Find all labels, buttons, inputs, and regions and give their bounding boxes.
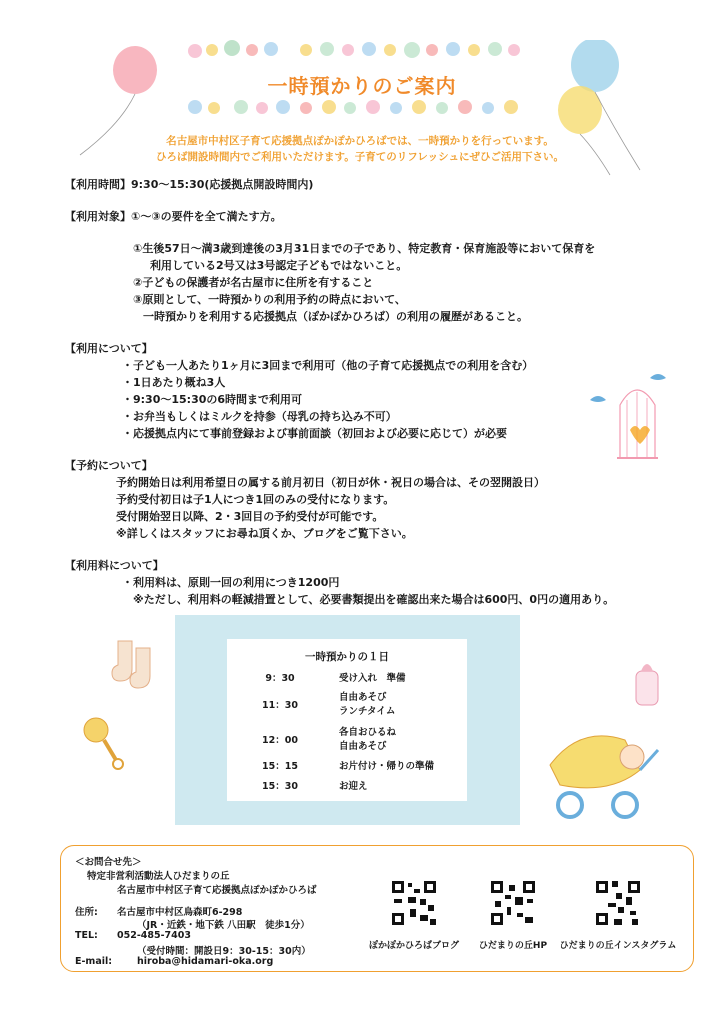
contact-facility: 名古屋市中村区子育て応援拠点ぽかぽかひろば	[117, 885, 317, 896]
page-title: 一時預かりのご案内	[267, 74, 457, 98]
qr-label-hp: ひだまりの丘HP	[478, 941, 548, 951]
schedule-time: 15：15	[262, 761, 298, 772]
contact-heading: ＜お問合せ先＞	[75, 857, 142, 868]
reservation-item: 予約受付初日は子1人につき1回のみの受付になります。	[116, 493, 395, 506]
reservation-item: ※詳しくはスタッフにお尋ね頂くか、ブログをご覧下さい。	[116, 527, 413, 540]
schedule-activity: 自由あそび	[339, 692, 387, 703]
address-label: 住所:	[75, 907, 98, 918]
target-item-1a: ①生後57日～満3歳到達後の3月31日までの子であり、特定教育・保育施設等において保育を	[133, 242, 596, 255]
reservation-item: 予約開始日は利用希望日の属する前月初日（初日が休・祝日の場合は、その翌開設日）	[116, 476, 545, 489]
schedule-activity: 受け入れ 準備	[339, 673, 406, 684]
intro-text	[60, 133, 660, 165]
fee-line-2: ※ただし、利用料の軽減措置として、必要書類提出を確認出来た場合は600円、0円の適用あり。	[133, 593, 615, 606]
reservation-item: 受付開始翌日以降、2・3回目の予約受付が可能です。	[116, 510, 384, 523]
schedule-time: 15：30	[262, 781, 298, 792]
qr-code-hp-icon[interactable]	[489, 879, 537, 927]
schedule-activity: 各自おひるね	[339, 727, 397, 738]
schedule-time: 11：30	[262, 700, 298, 711]
target-heading: 【利用対象】①～③の要件を全て満たす方。	[65, 210, 282, 223]
schedule-time: 9：30	[265, 673, 295, 684]
baby-socks-icon	[108, 636, 158, 696]
schedule-activity: 自由あそび	[339, 741, 387, 752]
intro-line-1: 名古屋市中村区子育て応援拠点ぽかぽかひろばでは、一時預かりを行っています。	[166, 135, 554, 147]
schedule-panel	[227, 639, 467, 801]
schedule-box	[175, 615, 520, 825]
usage-item: ・9:30～15:30の6時間まで利用可	[122, 393, 303, 406]
target-item-3a: ③原則として、一時預かりの利用予約の時点において、	[133, 293, 406, 306]
reservation-heading: 【予約について】	[65, 459, 153, 472]
address-value: 名古屋市中村区烏森町6-298	[117, 907, 243, 918]
usage-item: ・子ども一人あたり1ヶ月に3回まで利用可（他の子育て応援拠点での利用を含む）	[122, 359, 534, 372]
email-label: E-mail:	[75, 956, 113, 967]
fee-heading: 【利用料について】	[65, 559, 164, 572]
stroller-icon	[540, 715, 665, 825]
hours-line: 【利用時間】9:30～15:30(応援拠点開設時間内)	[65, 178, 314, 191]
schedule-activity: ランチタイム	[339, 706, 396, 717]
target-item-1b: 利用している2号又は3号認定子どもではないこと。	[150, 259, 408, 272]
qr-label-instagram: ひだまりの丘インスタグラム	[559, 941, 677, 951]
target-item-2: ②子どもの保護者が名古屋市に住所を有すること	[133, 276, 374, 289]
contact-box	[60, 845, 694, 972]
schedule-time: 12：00	[262, 735, 298, 746]
access-value: （JR・近鉄・地下鉄 八田駅 徒歩1分）	[137, 920, 310, 931]
qr-code-blog-icon[interactable]	[390, 879, 438, 927]
schedule-activity: お片付け・帰りの準備	[339, 761, 435, 772]
target-item-3b: 一時預かりを利用する応援拠点（ぽかぽかひろば）の利用の履歴があること。	[143, 310, 528, 323]
tel-hours: （受付時間：開設日9：30-15：30内）	[137, 946, 311, 957]
email-value[interactable]: hiroba@hidamari-oka.org	[137, 956, 274, 967]
schedule-activity: お迎え	[339, 781, 368, 792]
usage-item: ・お弁当もしくはミルクを持参（母乳の持ち込み不可）	[122, 410, 397, 423]
baby-bottle-icon	[628, 655, 668, 710]
schedule-title: 一時預かりの１日	[305, 651, 389, 663]
fee-line-1: ・利用料は、原則一回の利用につき1200円	[122, 576, 340, 589]
qr-code-instagram-icon[interactable]	[594, 879, 642, 927]
tel-value[interactable]: 052-485-7403	[117, 930, 191, 941]
usage-item: ・1日あたり概ね3人	[122, 376, 226, 389]
qr-label-blog: ぽかぽかひろばブログ	[368, 941, 459, 951]
contact-org: 特定非営利活動法人ひだまりの丘	[87, 871, 230, 882]
intro-line-2: ひろば開設時間内でご利用いただけます。子育てのリフレッシュにぜひご活用下さい。	[156, 151, 564, 163]
usage-heading: 【利用について】	[65, 342, 153, 355]
birdcage-icon	[575, 370, 685, 470]
usage-item: ・応援拠点内にて事前登録および事前面談（初回および必要に応じて）が必要	[122, 427, 507, 440]
tel-label: TEL:	[75, 930, 98, 941]
rattle-icon	[78, 712, 128, 772]
